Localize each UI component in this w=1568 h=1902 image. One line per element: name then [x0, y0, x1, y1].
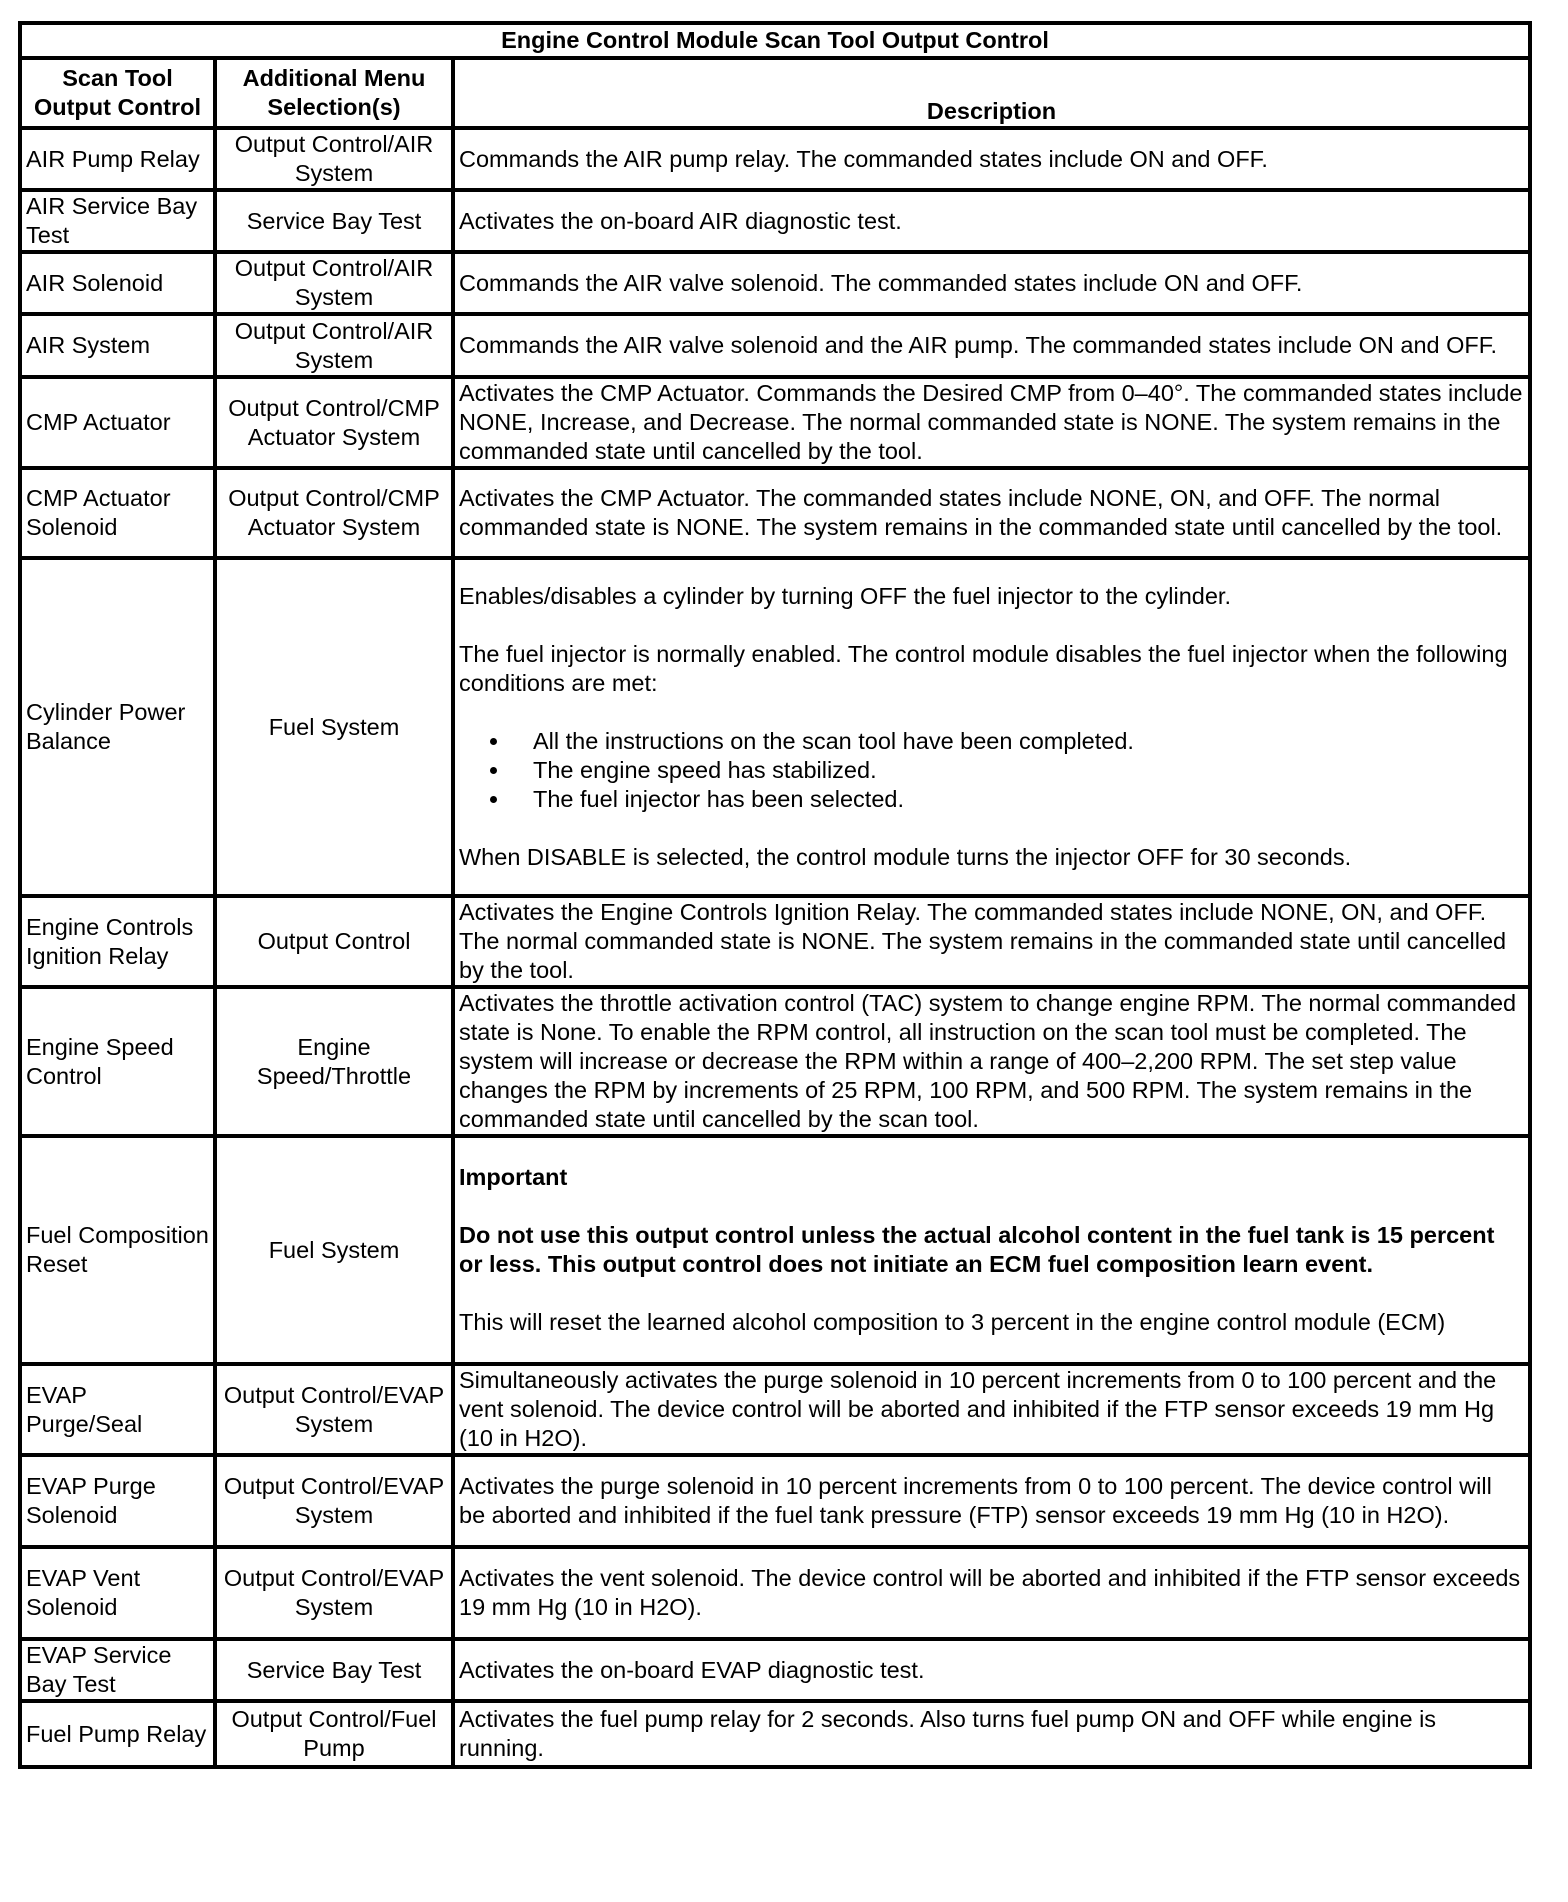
menu-selection: Fuel System: [215, 1136, 453, 1364]
output-control-name: AIR Pump Relay: [20, 128, 215, 190]
table-row: [20, 377, 1530, 468]
description-cell: [453, 252, 1530, 314]
table-row: [20, 1364, 1530, 1455]
menu-selection: Output Control/AIR System: [215, 128, 453, 190]
table-row: [20, 314, 1530, 377]
condition-item: • The fuel injector has been selected.: [511, 785, 1524, 814]
description-text: Commands the AIR pump relay. The commanded states include ON and OFF.: [459, 145, 1268, 172]
conditions-list: [459, 727, 1524, 814]
output-control-name: CMP Actuator Solenoid: [20, 468, 215, 558]
table-row: [20, 896, 1530, 987]
important-label: Important: [459, 1164, 568, 1190]
header-scan-tool-output-control: Scan Tool Output Control: [20, 58, 215, 128]
table-row: [20, 1701, 1530, 1767]
description-cell: [453, 987, 1530, 1136]
description-text: Activates the fuel pump relay for 2 seconds. Also turns fuel pump ON and OFF while engine is running.: [459, 1706, 1437, 1761]
output-control-name: Engine Controls Ignition Relay: [20, 896, 215, 987]
output-control-name: AIR Solenoid: [20, 252, 215, 314]
important-warning: Do not use this output control unless the actual alcohol content in the fuel tank is 15 percent or less. This output control does not initiate an ECM fuel composition learn event.: [459, 1222, 1495, 1277]
table-row: [20, 1136, 1530, 1364]
menu-selection: Fuel System: [215, 558, 453, 896]
table-row: [20, 558, 1530, 896]
output-control-table: [18, 21, 1532, 1769]
description-cell: [453, 190, 1530, 252]
description-text: Activates the vent solenoid. The device control will be aborted and inhibited if the FTP sensor exceeds 19 mm Hg (10 in H2O).: [459, 1565, 1521, 1620]
description-cell: [453, 1136, 1530, 1364]
description-cell: [453, 1701, 1530, 1767]
description-text: Activates the purge solenoid in 10 percent increments from 0 to 100 percent. The device control will be aborted and inhibited if the fuel tank pressure (FTP) sensor exceeds 19 mm Hg (10 in H2O).: [459, 1473, 1492, 1528]
description-paragraph: This will reset the learned alcohol composition to 3 percent in the engine control module (ECM): [459, 1309, 1446, 1335]
menu-selection: Output Control/EVAP System: [215, 1364, 453, 1455]
output-control-name: Engine Speed Control: [20, 987, 215, 1136]
description-cell: [453, 128, 1530, 190]
description-cell: [453, 896, 1530, 987]
table-row: [20, 1547, 1530, 1639]
menu-selection: Output Control/AIR System: [215, 252, 453, 314]
table-row: [20, 987, 1530, 1136]
description-paragraph: When DISABLE is selected, the control module turns the injector OFF for 30 seconds.: [459, 844, 1352, 870]
description-cell: [453, 558, 1530, 896]
table-row: [20, 128, 1530, 190]
description-text: Activates the CMP Actuator. The commanded states include NONE, ON, and OFF. The normal commanded state is NONE. The system remains in the commanded state until cancelled by the tool.: [459, 485, 1503, 540]
menu-selection: Output Control/CMP Actuator System: [215, 377, 453, 468]
output-control-name: EVAP Purge/Seal: [20, 1364, 215, 1455]
description-text: Activates the throttle activation control (TAC) system to change engine RPM. The normal commanded state is None. To enable the RPM control, all instruction on the scan tool must be completed. The system will increase or decrease the RPM within a range of 400–2,200 RPM. The set step value changes the RPM by increments of 25 RPM, 100 RPM, and 500 RPM. The system remains in the commanded state until cancelled by the scan tool.: [459, 990, 1517, 1132]
description-text: Simultaneously activates the purge solenoid in 10 percent increments from 0 to 100 percent and the vent solenoid. The device control will be aborted and inhibited if the FTP sensor exceeds 19 mm Hg (10 in H2O).: [459, 1367, 1497, 1451]
table-row: [20, 1455, 1530, 1547]
description-text: Commands the AIR valve solenoid. The commanded states include ON and OFF.: [459, 269, 1303, 296]
menu-selection: Output Control/Fuel Pump: [215, 1701, 453, 1767]
description-text: Activates the Engine Controls Ignition Relay. The commanded states include NONE, ON, and OFF. The normal commanded state is NONE. The system remains in the commanded state until cancelled by the tool.: [459, 899, 1507, 983]
description-cell: [453, 1455, 1530, 1547]
description-text: Activates the on-board AIR diagnostic test.: [459, 207, 902, 234]
table-title: Engine Control Module Scan Tool Output Control: [20, 23, 1530, 58]
table-row: [20, 190, 1530, 252]
output-control-name: EVAP Service Bay Test: [20, 1639, 215, 1701]
description-cell: [453, 314, 1530, 377]
description-paragraph: Enables/disables a cylinder by turning OFF the fuel injector to the cylinder.: [459, 583, 1231, 609]
menu-selection: Service Bay Test: [215, 1639, 453, 1701]
menu-selection: Output Control/EVAP System: [215, 1455, 453, 1547]
output-control-name: Fuel Composition Reset: [20, 1136, 215, 1364]
output-control-name: Cylinder Power Balance: [20, 558, 215, 896]
description-cell: [453, 1639, 1530, 1701]
condition-item: • The engine speed has stabilized.: [511, 756, 1524, 785]
description-text: Activates the on-board EVAP diagnostic test.: [459, 1656, 925, 1683]
output-control-name: Fuel Pump Relay: [20, 1701, 215, 1767]
menu-selection: Engine Speed/Throttle: [215, 987, 453, 1136]
output-control-name: EVAP Vent Solenoid: [20, 1547, 215, 1639]
table-row: [20, 252, 1530, 314]
menu-selection: Output Control/CMP Actuator System: [215, 468, 453, 558]
table-row: [20, 1639, 1530, 1701]
description-cell: [453, 1547, 1530, 1639]
menu-selection: Service Bay Test: [215, 190, 453, 252]
description-paragraph: The fuel injector is normally enabled. The control module disables the fuel injector when the following conditions are met:: [459, 641, 1508, 696]
menu-selection: Output Control/EVAP System: [215, 1547, 453, 1639]
header-additional-menu: Additional Menu Selection(s): [215, 58, 453, 128]
output-control-name: AIR System: [20, 314, 215, 377]
menu-selection: Output Control/AIR System: [215, 314, 453, 377]
header-description: Description: [453, 58, 1530, 128]
description-cell: [453, 468, 1530, 558]
description-cell: [453, 1364, 1530, 1455]
condition-item: • All the instructions on the scan tool have been completed.: [511, 727, 1524, 756]
description-text: Activates the CMP Actuator. Commands the Desired CMP from 0–40°. The commanded states include NONE, Increase, and Decrease. The normal commanded state is NONE. The system remains in the commanded state until cancelled by the tool.: [459, 380, 1523, 464]
output-control-name: CMP Actuator: [20, 377, 215, 468]
description-text: Commands the AIR valve solenoid and the AIR pump. The commanded states include ON and OFF.: [459, 332, 1498, 358]
output-control-name: EVAP Purge Solenoid: [20, 1455, 215, 1547]
menu-selection: Output Control: [215, 896, 453, 987]
output-control-name: AIR Service Bay Test: [20, 190, 215, 252]
table-row: [20, 468, 1530, 558]
description-cell: [453, 377, 1530, 468]
